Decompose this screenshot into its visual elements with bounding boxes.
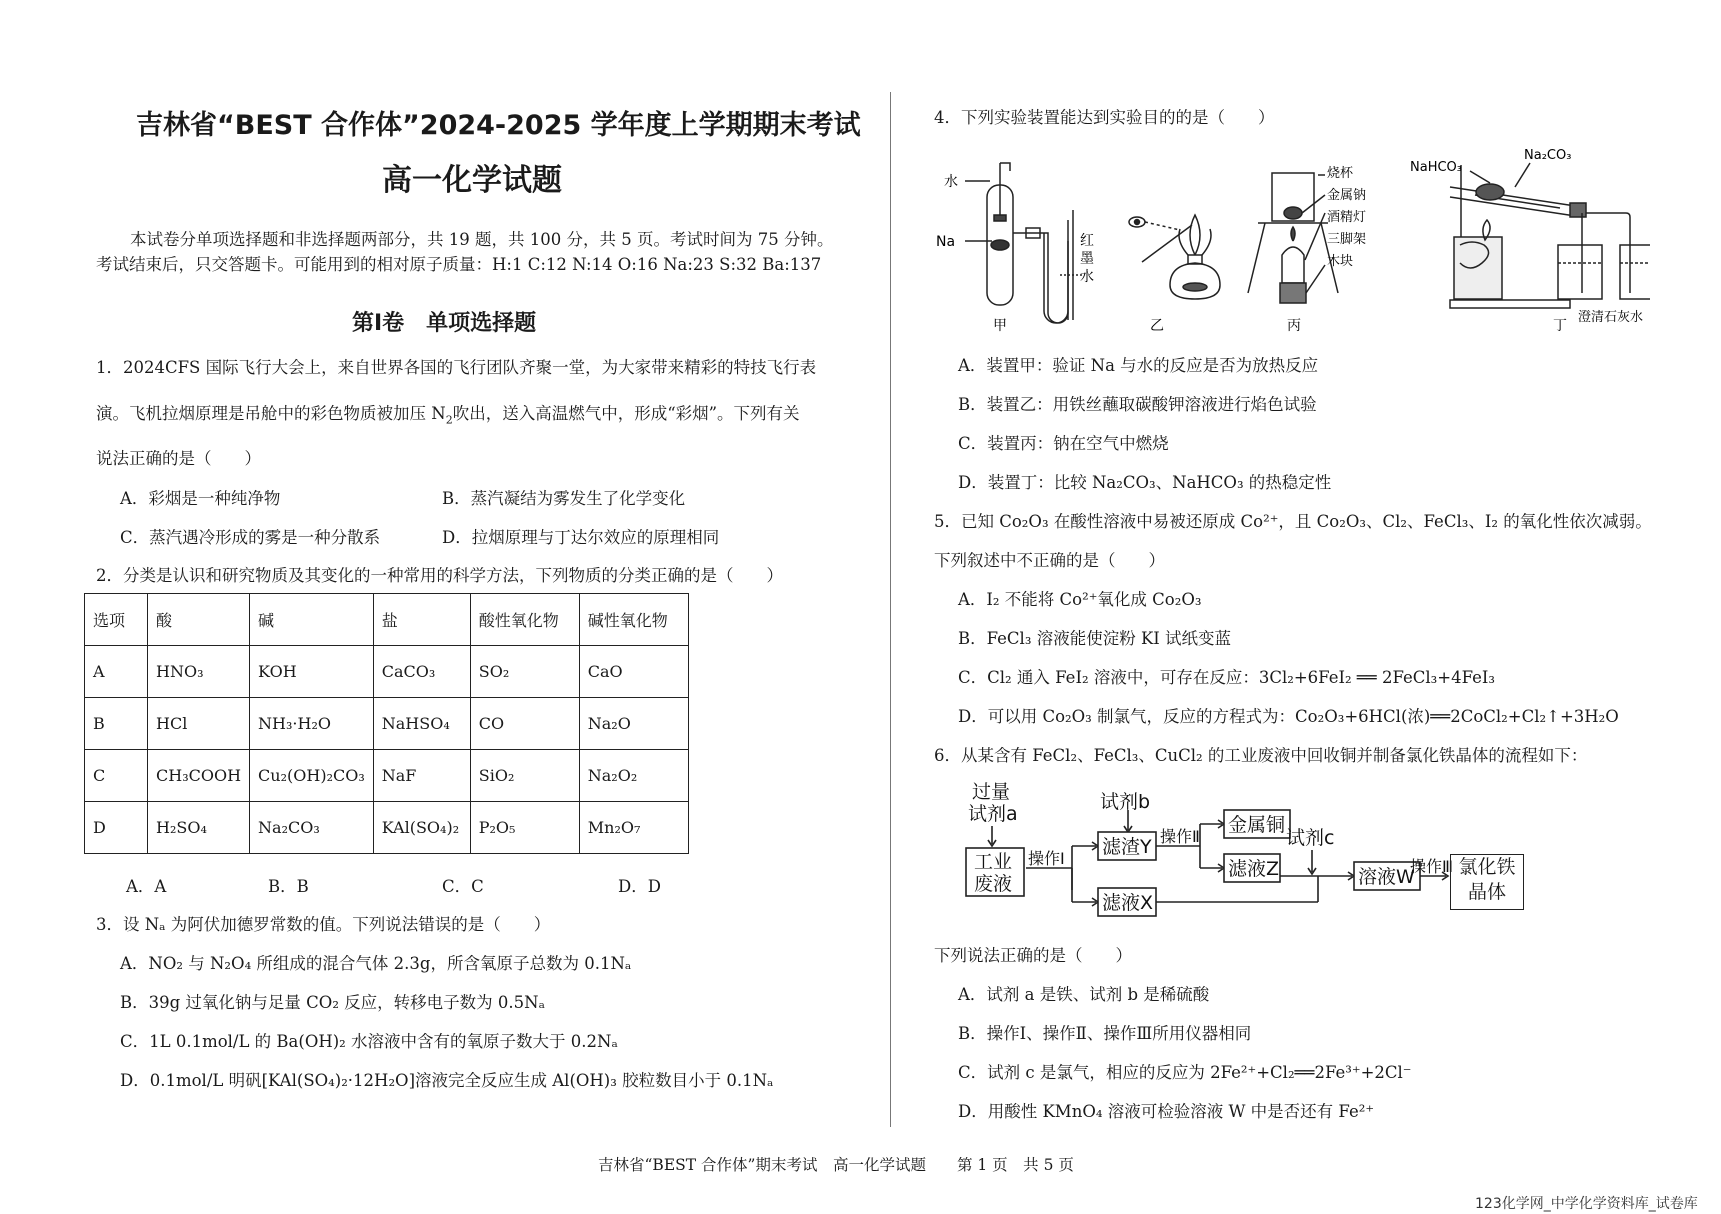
table-cell: Mn₂O₇	[579, 802, 688, 854]
label-tripod: 三脚架	[1327, 232, 1367, 247]
q6-option-a: A．试剂 a 是铁、试剂 b 是稀硫酸	[958, 985, 1210, 1004]
column-divider	[890, 92, 891, 1127]
label-na: Na	[936, 234, 956, 250]
q4-option-b: B．装置乙：用铁丝蘸取碳酸钾溶液进行焰色试验	[958, 395, 1317, 414]
flow-reagent-c: 试剂c	[1286, 827, 1335, 849]
table-cell: NH₃·H₂O	[250, 698, 374, 750]
label-red-ink-1: 红	[1080, 233, 1094, 249]
q1-option-a: A．彩烟是一种纯净物	[120, 489, 281, 508]
q6-ask: 下列说法正确的是（ ）	[934, 946, 1132, 965]
label-bing: 丙	[1287, 318, 1301, 334]
flow-product-2: 晶体	[1467, 881, 1506, 903]
flow-filtrate-z: 滤液Z	[1228, 858, 1280, 880]
q4-option-a: A．装置甲：验证 Na 与水的反应是否为放热反应	[958, 356, 1319, 375]
exam-subject: 高一化学试题	[382, 163, 562, 198]
intro-line-1: 本试卷分单项选择题和非选择题两部分，共 19 题，共 100 分，共 5 页。考试时间为 75 分钟。	[130, 230, 834, 249]
flow-op3: 操作Ⅲ	[1410, 857, 1454, 876]
flow-reagent-a-1: 过量	[972, 781, 1011, 803]
table-header-cell: 碱	[250, 594, 374, 646]
label-jia: 甲	[993, 318, 1007, 334]
table-cell: NaHSO₄	[373, 698, 470, 750]
flow-op1: 操作Ⅰ	[1028, 849, 1065, 868]
table-cell: B	[85, 698, 148, 750]
label-yi: 乙	[1150, 318, 1164, 334]
page-footer: 吉林省“BEST 合作体”期末考试 高一化学试题 第 1 页 共 5 页	[598, 1156, 1074, 1174]
table-cell: Na₂O	[579, 698, 688, 750]
intro-line-2: 考试结束后，只交答题卡。可能用到的相对原子质量：H:1 C:12 N:14 O:16 Na:23 S:32 Ba:137	[96, 255, 822, 274]
q2-option-b: B．B	[268, 877, 309, 896]
flow-reagent-b: 试剂b	[1100, 791, 1151, 813]
label-limewater: 澄清石灰水	[1578, 310, 1644, 325]
table-cell: Cu₂(OH)₂CO₃	[250, 750, 374, 802]
q3-option-a: A．NO₂ 与 N₂O₄ 所组成的混合气体 2.3g，所含氧原子总数为 0.1Nₐ	[120, 954, 632, 973]
table-cell: C	[85, 750, 148, 802]
q6-option-d: D．用酸性 KMnO₄ 溶液可检验溶液 W 中是否还有 Fe²⁺	[958, 1102, 1375, 1121]
table-cell: CO	[470, 698, 579, 750]
label-ding: 丁	[1553, 318, 1567, 334]
table-cell: CH₃COOH	[148, 750, 250, 802]
table-cell: KAl(SO₄)₂	[373, 802, 470, 854]
q2-option-c: C．C	[442, 877, 484, 896]
apparatus-figure	[930, 145, 1650, 340]
table-cell: KOH	[250, 646, 374, 698]
table-cell: NaF	[373, 750, 470, 802]
flow-filtrate-x: 滤液X	[1102, 892, 1154, 914]
q5-option-d: D．可以用 Co₂O₃ 制氯气，反应的方程式为：Co₂O₃+6HCl(浓)══2CoCl₂+Cl₂↑+3H₂O	[958, 707, 1619, 726]
table-cell: SO₂	[470, 646, 579, 698]
table-cell: SiO₂	[470, 750, 579, 802]
label-wood: 木块	[1327, 254, 1354, 269]
flow-waste-1: 工业	[974, 851, 1013, 873]
label-red-ink-3: 水	[1080, 269, 1094, 285]
table-header-cell: 酸	[148, 594, 250, 646]
q5-line-1: 5．已知 Co₂O₃ 在酸性溶液中易被还原成 Co²⁺，且 Co₂O₃、Cl₂、FeCl₃、I₂ 的氧化性依次减弱。	[934, 512, 1652, 531]
table-cell: A	[85, 646, 148, 698]
q3-option-d: D．0.1mol/L 明矾[KAl(SO₄)₂·12H₂O]溶液完全反应生成 Al(OH)₃ 胶粒数目小于 0.1Nₐ	[120, 1071, 774, 1090]
table-cell: Na₂CO₃	[250, 802, 374, 854]
label-beaker: 烧杯	[1327, 166, 1354, 181]
q3-stem: 3．设 Nₐ 为阿伏加德罗常数的值。下列说法错误的是（ ）	[96, 915, 551, 934]
q6-option-c: C．试剂 c 是氯气，相应的反应为 2Fe²⁺+Cl₂══2Fe³⁺+2Cl⁻	[958, 1063, 1412, 1082]
table-cell: HCl	[148, 698, 250, 750]
table-cell: HNO₃	[148, 646, 250, 698]
q1-line-3: 说法正确的是（ ）	[96, 449, 261, 468]
q4-option-d: D．装置丁：比较 Na₂CO₃、NaHCO₃ 的热稳定性	[958, 473, 1332, 492]
q2-option-d: D．D	[618, 877, 661, 896]
apparatus-bing	[1248, 173, 1338, 303]
q5-option-c: C．Cl₂ 通入 FeI₂ 溶液中，可存在反应：3Cl₂+6FeI₂ ══ 2FeCl₃+4FeI₃	[958, 668, 1496, 687]
q4-option-c: C．装置丙：钠在空气中燃烧	[958, 434, 1169, 453]
watermark: 123化学网_中学化学资料库_试卷库	[1475, 1196, 1698, 1212]
q1-option-b: B．蒸汽凝结为雾发生了化学变化	[442, 489, 686, 508]
table-header-row	[85, 594, 689, 646]
table-cell: D	[85, 802, 148, 854]
q2-stem: 2．分类是认识和研究物质及其变化的一种常用的科学方法，下列物质的分类正确的是（ ）	[96, 566, 783, 585]
q6-stem: 6．从某含有 FeCl₂、FeCl₃、CuCl₂ 的工业废液中回收铜并制备氯化铁晶体的流程如下：	[934, 746, 1588, 765]
section-heading: 第Ⅰ卷 单项选择题	[352, 311, 537, 336]
table-row	[85, 646, 689, 698]
table-header-cell: 选项	[85, 594, 148, 646]
table-cell: Na₂O₂	[579, 750, 688, 802]
exam-title: 吉林省“BEST 合作体”2024-2025 学年度上学期期末考试	[136, 110, 861, 141]
table-row	[85, 750, 689, 802]
label-nahco3: NaHCO₃	[1410, 160, 1462, 175]
classification-table	[84, 593, 689, 854]
q6-option-b: B．操作Ⅰ、操作Ⅱ、操作Ⅲ所用仪器相同	[958, 1024, 1252, 1043]
table-header-cell: 碱性氧化物	[579, 594, 688, 646]
table-cell: H₂SO₄	[148, 802, 250, 854]
table-header-cell: 盐	[373, 594, 470, 646]
q1-line-2: 演。飞机拉烟原理是吊舱中的彩色物质被加压 $N_2$吹出，送入高温燃气中，形成“彩烟”。下列有关	[96, 404, 800, 427]
q3-option-b: B．39g 过氧化钠与足量 CO₂ 反应，转移电子数为 0.5Nₐ	[120, 993, 545, 1012]
q1-option-c: C．蒸汽遇冷形成的雾是一种分散系	[120, 528, 381, 547]
flow-product-1: 氯化铁	[1458, 856, 1516, 878]
label-sodium: 金属钠	[1327, 188, 1367, 203]
q1-line-1: 1．2024CFS 国际飞行大会上，来自世界各国的飞行团队齐聚一堂，为大家带来精彩的特技飞行表	[96, 358, 817, 377]
table-row	[85, 698, 689, 750]
q5-option-a: A．I₂ 不能将 Co²⁺氧化成 Co₂O₃	[958, 590, 1202, 609]
flow-op2: 操作Ⅱ	[1160, 827, 1200, 846]
q1-option-d: D．拉烟原理与丁达尔效应的原理相同	[442, 528, 720, 547]
label-red-ink-2: 墨	[1080, 251, 1094, 267]
flow-waste-2: 废液	[974, 873, 1013, 895]
q5-line-2: 下列叙述中不正确的是（ ）	[934, 551, 1165, 570]
flow-copper: 金属铜	[1228, 814, 1286, 836]
table-cell: P₂O₅	[470, 802, 579, 854]
table-row	[85, 802, 689, 854]
flow-reagent-a-2: 试剂a	[968, 803, 1018, 825]
q5-option-b: B．FeCl₃ 溶液能使淀粉 KI 试纸变蓝	[958, 629, 1232, 648]
q4-stem: 4．下列实验装置能达到实验目的的是（ ）	[934, 108, 1275, 127]
apparatus-ding	[1450, 163, 1650, 308]
label-lamp: 酒精灯	[1327, 210, 1367, 225]
table-cell: CaCO₃	[373, 646, 470, 698]
box-product-label	[1450, 854, 1524, 910]
apparatus-jia	[965, 163, 1082, 323]
label-water: 水	[944, 174, 958, 190]
q3-option-c: C．1L 0.1mol/L 的 Ba(OH)₂ 水溶液中含有的氧原子数大于 0.2Nₐ	[120, 1032, 618, 1051]
flow-solution-w: 溶液W	[1358, 866, 1415, 888]
apparatus-yi	[1129, 215, 1220, 299]
flow-diagram	[960, 778, 1480, 928]
label-na2co3: Na₂CO₃	[1524, 148, 1572, 163]
q2-option-a: A．A	[126, 877, 167, 896]
table-cell: CaO	[579, 646, 688, 698]
flow-residue-y: 滤渣Y	[1102, 836, 1152, 858]
table-header-cell: 酸性氧化物	[470, 594, 579, 646]
